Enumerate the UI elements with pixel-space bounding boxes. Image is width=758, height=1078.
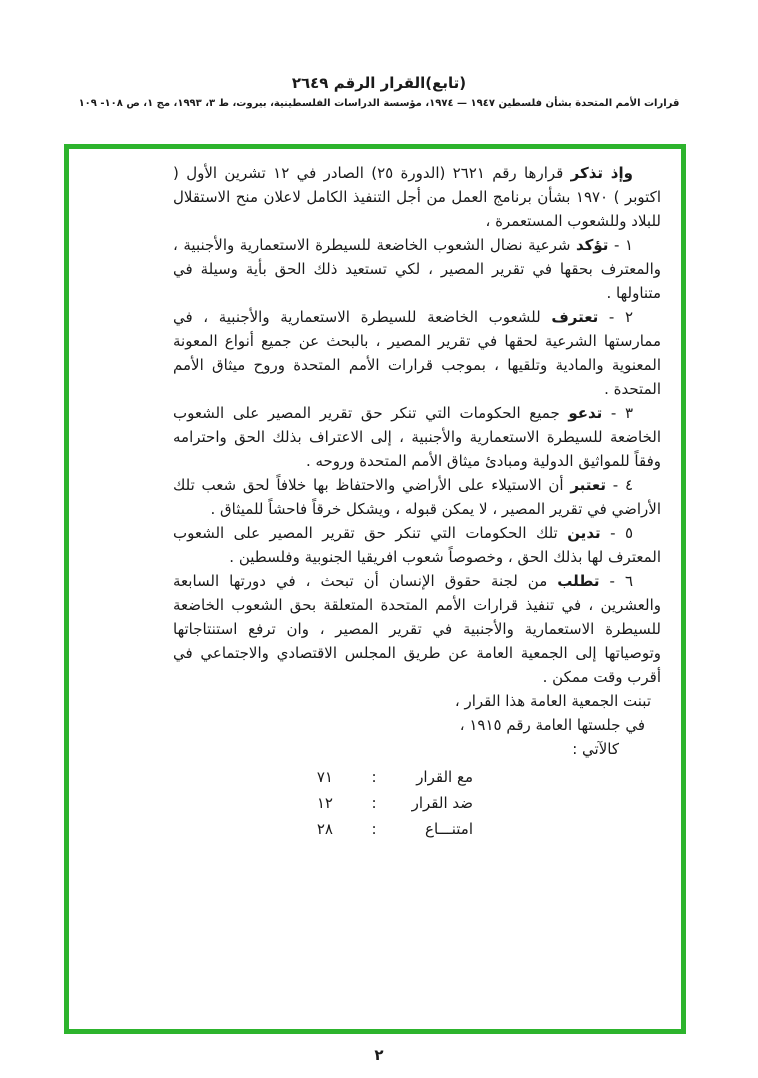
paragraph-lead-word: تؤكد (575, 236, 609, 254)
paragraph-body: جميع الحكومات التي تنكر حق تقرير المصير على الشعوب الخاضعة للسيطرة الاستعمارية والأجنبية ، إلى الاعتراف بذلك الحق واحترامه وفقاً للمواثيق الدولية ومبادئ ميثاق الأمم المتحدة وروحه . (173, 404, 661, 470)
resolution-paragraph (173, 161, 661, 233)
resolution-paragraph (173, 233, 661, 305)
paragraph-body: من لجنة حقوق الإنسان أن تبحث ، في دورتها السابعة والعشرين ، في تنفيذ قرارات الأمم المتحدة المتعلقة بحق الشعوب الخاضعة للسيطرة الاستعمارية والأجنبية في تقرير المصير ، وان ترفع استنتاجاتها وتوصياتها إلى الجمعية العامة عن طريق المجلس الاقتصادي والاجتماعي في أقرب وقت ممكن . (173, 572, 661, 686)
vote-row (173, 816, 661, 842)
paragraph-number: ٣ - (602, 404, 634, 422)
adoption-line: في جلستها العامة رقم ١٩١٥ ، (459, 716, 645, 734)
resolution-paragraphs (173, 161, 661, 689)
vote-count: ٧١ (316, 768, 333, 786)
resolution-paragraph (173, 473, 661, 521)
vote-label: مع القرار (416, 768, 473, 786)
source-citation: قرارات الأمم المتحدة بشأن فلسطين ١٩٤٧ — ١٩٧٤، مؤسسة الدراسات الفلسطينية، بيروت، ط ٣، ١٩٩٣، مج ١، ص ١٠٨- ١٠٩ (78, 98, 680, 109)
resolution-paragraph (173, 401, 661, 473)
paragraph-lead-word: تدين (567, 524, 601, 542)
paragraph-lead-word: تعترف (551, 308, 599, 326)
resolution-text (173, 161, 661, 842)
vote-label: امتنـــاع (425, 820, 473, 838)
paragraph-body: تلك الحكومات التي تنكر حق تقرير المصير على الشعوب المعترف لها بذلك الحق ، وخصوصاً شعوب افريقيا الجنوبية وفلسطين . (173, 524, 661, 566)
content-frame (64, 144, 686, 1034)
adoption-line: كالآتي : (572, 740, 619, 758)
paragraph-body: قرارها رقم ٢٦٢١ (الدورة ٢٥) الصادر في ١٢ تشرين الأول ( اكتوبر ) ١٩٧٠ بشأن برنامج العمل من أجل التنفيذ الكامل لاعلان منح الاستقلال للبلاد وللشعوب المستعمرة ، (173, 164, 661, 230)
paragraph-body: للشعوب الخاضعة للسيطرة الاستعمارية والأجنبية ، في ممارستها الشرعية لحقها في تقرير المصير ، بالبحث عن جميع أنواع المعونة المعنوية والمادية وتلقيها ، بموجب قرارات الأمم المتحدة وروح ميثاق الأمم المتحدة . (173, 308, 661, 398)
vote-count: ٢٨ (316, 820, 333, 838)
vote-count: ١٢ (316, 794, 333, 812)
paragraph-number: ٦ - (599, 572, 633, 590)
paragraph-number: ٤ - (606, 476, 634, 494)
resolution-paragraph (173, 305, 661, 401)
adoption-line: تبنت الجمعية العامة هذا القرار ، (454, 692, 651, 710)
vote-label: ضد القرار (411, 794, 473, 812)
vote-colon: : (371, 768, 377, 786)
vote-colon: : (371, 794, 377, 812)
paragraph-body: أن الاستيلاء على الأراضي والاحتفاظ بها خلافاً لحق شعب تلك الأراضي في تقرير المصير ، لا يمكن قبوله ، ويشكل خرقاً فاحشاً للميثاق . (173, 476, 661, 518)
paragraph-number: ١ - (608, 236, 633, 254)
page-number: ٢ (374, 1046, 384, 1064)
adoption-statement (173, 689, 661, 761)
paragraph-body: شرعية نضال الشعوب الخاضعة للسيطرة الاستعمارية والأجنبية ، والمعترف بحقها في تقرير المصير ، لكي تستعيد ذلك الحق بأية وسيلة في متناولها . (173, 236, 661, 302)
paragraph-lead-word: تدعو (568, 404, 603, 422)
paragraph-number: ٥ - (600, 524, 633, 542)
vote-row (173, 790, 661, 816)
paragraph-number: ٢ - (598, 308, 634, 326)
vote-colon: : (371, 820, 377, 838)
paragraph-lead-word: وإذ تذكر (570, 164, 633, 182)
page-footer (0, 1046, 758, 1064)
resolution-paragraph (173, 521, 661, 569)
vote-row (173, 764, 661, 790)
document-title: (تابع)القرار الرقم ٢٦٤٩ (291, 74, 467, 92)
paragraph-lead-word: تعتبر (570, 476, 607, 494)
resolution-paragraph (173, 569, 661, 689)
paragraph-lead-word: تطلب (557, 572, 600, 590)
vote-results (173, 764, 661, 842)
